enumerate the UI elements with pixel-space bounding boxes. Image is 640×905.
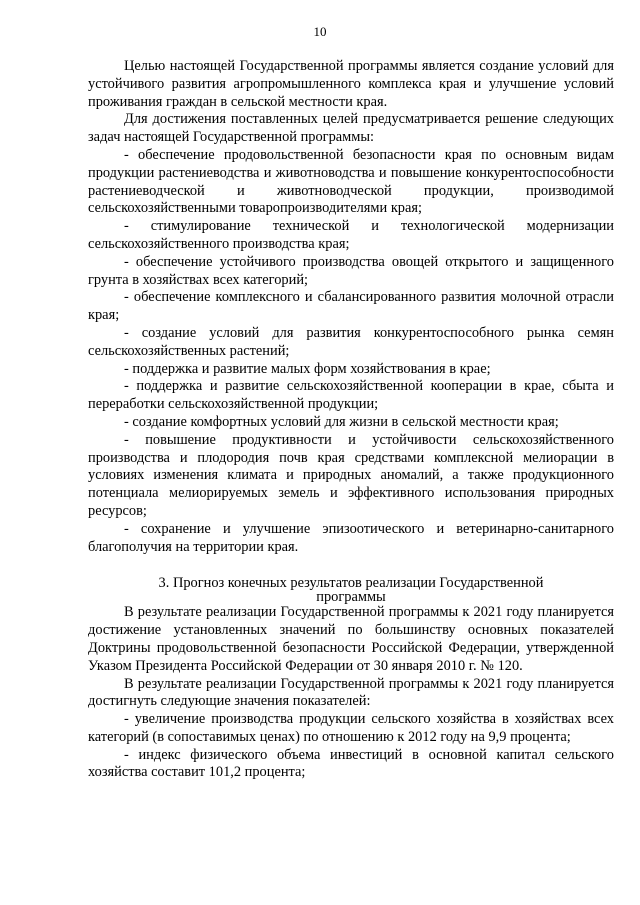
task-item: - создание условий для развития конкурентоспособного рынка семян сельскохозяйственных растений; bbox=[88, 324, 614, 359]
task-item: - обеспечение устойчивого производства овощей открытого и защищенного грунта в хозяйствах всех категорий; bbox=[88, 253, 614, 288]
section-heading bbox=[88, 576, 614, 604]
task-item: - стимулирование технической и технологической модернизации сельскохозяйственного производства края; bbox=[88, 218, 614, 252]
goal-paragraph: Целью настоящей Государственной программы является создание условий для устойчивого развития агропромышленного комплекса края и улучшение условий проживания граждан в сельской местности края. bbox=[88, 58, 614, 110]
page-number: 10 bbox=[313, 24, 327, 39]
task-item: - обеспечение продовольственной безопасности края по основным видам продукции растениеводства и животноводства и повышение конкурентоспособности растениеводческой и животноводческой продукции, производимой сельскохозяйственными товаропроизводителями края; bbox=[88, 146, 614, 217]
task-item: - обеспечение комплексного и сбалансированного развития молочной отрасли края; bbox=[88, 289, 614, 324]
task-item: - создание комфортных условий для жизни в сельской местности края; bbox=[124, 413, 559, 430]
indicator-item: - индекс физического объема инвестиций в основной капитал сельского хозяйства составит 101,2 процента; bbox=[88, 746, 614, 781]
task-item: - поддержка и развитие сельскохозяйственной кооперации в крае, сбыта и переработки сельскохозяйственной продукции; bbox=[88, 378, 614, 413]
text-column bbox=[88, 58, 614, 782]
tasks-intro-paragraph: Для достижения поставленных целей предусматривается решение следующих задач настоящей Государственной программы: bbox=[88, 111, 614, 146]
task-item: - повышение продуктивности и устойчивости сельскохозяйственного производства и плодородия почв края средствами комплексной мелиорации в условиях изменения климата и природных аномалий, а также продукционного потенциала мелиорируемых земель и эффективного использования природных ресурсов; bbox=[88, 431, 614, 519]
results-paragraph: В результате реализации Государственной программы к 2021 году планируется достигнуть следующие значения показателей: bbox=[88, 675, 614, 710]
section-heading-line2: программы bbox=[316, 589, 386, 606]
task-item: - поддержка и развитие малых форм хозяйствования в крае; bbox=[124, 360, 491, 377]
indicator-item: - увеличение производства продукции сельского хозяйства в хозяйствах всех категорий (в сопоставимых ценах) по отношению к 2012 году на 9,9 процента; bbox=[88, 711, 614, 745]
task-item: - сохранение и улучшение эпизоотического и ветеринарно-санитарного благополучия на территории края. bbox=[88, 520, 614, 555]
section-heading-line1: 3. Прогноз конечных результатов реализации Государственной bbox=[158, 575, 544, 592]
results-paragraph: В результате реализации Государственной программы к 2021 году планируется достижение установленных значений по большинству основных показателей Доктрины продовольственной безопасности Российской Федерации, утвержденной Указом Президента Российской Федерации от 30 января 2010 г. № 120. bbox=[88, 604, 614, 674]
